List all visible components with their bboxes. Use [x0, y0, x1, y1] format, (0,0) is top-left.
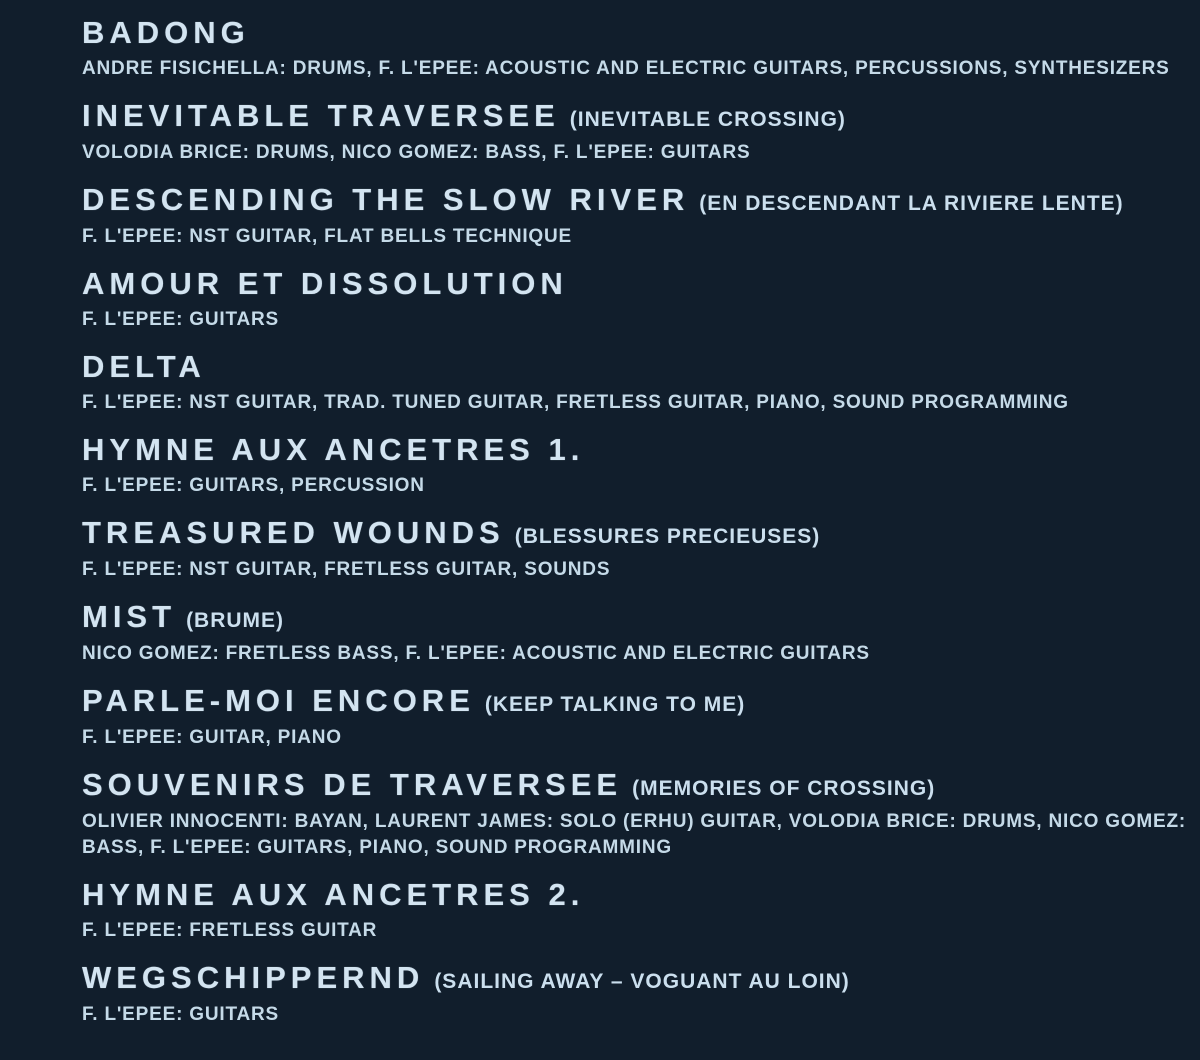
track-credits: VOLODIA BRICE: DRUMS, NICO GOMEZ: BASS, F. L'EPEE: GUITARS [82, 142, 751, 163]
track-subtitle: (INEVITABLE CROSSING) [569, 108, 846, 131]
track-credits: F. L'EPEE: GUITARS, PERCUSSION [82, 475, 425, 496]
track-title-line [82, 516, 1194, 554]
track-title-line [82, 768, 1194, 806]
track-item [82, 99, 1194, 166]
track-item [82, 684, 1194, 751]
track-credits: F. L'EPEE: FRETLESS GUITAR [82, 920, 378, 941]
track-title-line [82, 267, 1194, 304]
track-item [82, 267, 1194, 333]
track-title: HYMNE AUX ANCETRES 1. [82, 432, 585, 467]
track-title-line [82, 878, 1194, 915]
track-item [82, 183, 1194, 250]
track-item [82, 878, 1194, 944]
track-title: MIST [82, 599, 177, 634]
track-title-line [82, 961, 1194, 999]
track-title-line [82, 684, 1194, 722]
track-title: DELTA [82, 349, 206, 384]
track-credits: F. L'EPEE: GUITARS [82, 309, 279, 330]
track-credits: F. L'EPEE: NST GUITAR, FRETLESS GUITAR, SOUNDS [82, 559, 611, 580]
track-title-line [82, 600, 1194, 638]
track-title: TREASURED WOUNDS [82, 515, 505, 550]
track-item [82, 16, 1194, 82]
track-item [82, 961, 1194, 1028]
track-credits: F. L'EPEE: GUITARS [82, 1004, 279, 1025]
track-credits: ANDRE FISICHELLA: DRUMS, F. L'EPEE: ACOUSTIC AND ELECTRIC GUITARS, PERCUSSIONS, SYNTHESIZERS [82, 58, 1170, 79]
track-subtitle: (SAILING AWAY – VOGUANT AU LOIN) [434, 970, 850, 993]
track-title: DESCENDING THE SLOW RIVER [82, 182, 690, 217]
track-credits: NICO GOMEZ: FRETLESS BASS, F. L'EPEE: ACOUSTIC AND ELECTRIC GUITARS [82, 643, 870, 664]
track-title: SOUVENIRS DE TRAVERSEE [82, 767, 623, 802]
track-subtitle: (KEEP TALKING TO ME) [484, 693, 746, 716]
track-subtitle: (MEMORIES OF CROSSING) [632, 777, 936, 800]
track-title: INEVITABLE TRAVERSEE [82, 98, 560, 133]
track-item [82, 350, 1194, 416]
track-title-line [82, 99, 1194, 137]
track-title: PARLE-MOI ENCORE [82, 683, 475, 718]
track-credits: F. L'EPEE: NST GUITAR, TRAD. TUNED GUITAR, FRETLESS GUITAR, PIANO, SOUND PROGRAMMING [82, 392, 1069, 413]
track-subtitle: (BRUME) [186, 609, 285, 632]
track-title: HYMNE AUX ANCETRES 2. [82, 877, 585, 912]
track-credits: OLIVIER INNOCENTI: BAYAN, LAURENT JAMES: SOLO (ERHU) GUITAR, VOLODIA BRICE: DRUMS, NICO GOMEZ: BASS, F. L'EPEE: GUITARS, PIANO, SOUND PROGRAMMING [82, 811, 1187, 858]
track-item [82, 516, 1194, 583]
track-title-line [82, 16, 1194, 53]
track-item [82, 433, 1194, 499]
track-item [82, 600, 1194, 667]
track-title: AMOUR ET DISSOLUTION [82, 266, 568, 301]
track-subtitle: (BLESSURES PRECIEUSES) [514, 525, 821, 548]
track-title: BADONG [82, 15, 250, 50]
track-title-line [82, 183, 1194, 221]
track-title: WEGSCHIPPERND [82, 960, 425, 995]
track-credits: F. L'EPEE: NST GUITAR, FLAT BELLS TECHNIQUE [82, 226, 572, 247]
track-item [82, 768, 1194, 861]
track-subtitle: (EN DESCENDANT LA RIVIERE LENTE) [699, 192, 1124, 215]
track-credits: F. L'EPEE: GUITAR, PIANO [82, 727, 342, 748]
track-title-line [82, 350, 1194, 387]
track-title-line [82, 433, 1194, 470]
